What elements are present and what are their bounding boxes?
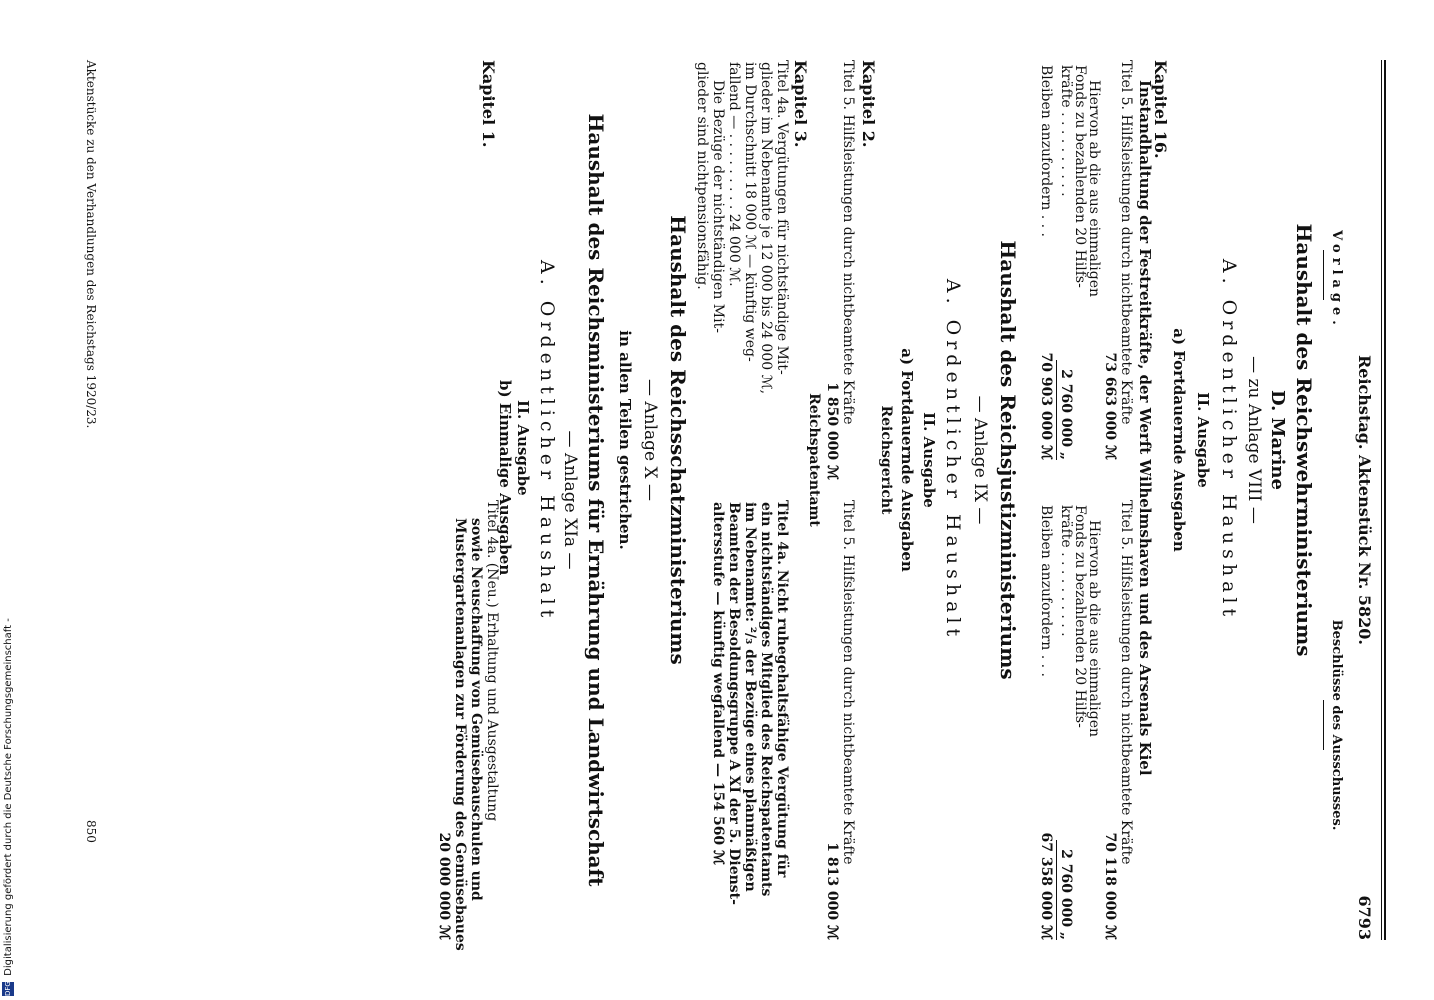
- fortdauernde-heading: a) Fortdauernde Ausgaben: [1170, 328, 1188, 552]
- header-rule: [1384, 60, 1386, 940]
- kap2-left-line: Titel 5. Hilfsleistungen durch nichtbeamtete Kräfte: [840, 60, 856, 425]
- anlage-label: — zu Anlage VIII —: [1244, 356, 1264, 524]
- schatz-gestrichen: in allen Teilen gestrichen.: [616, 330, 634, 550]
- reichsgericht-heading: Reichsgericht: [878, 405, 894, 515]
- section-title-reichswehr: Haushalt des Reichswehrministeriums: [1292, 223, 1316, 657]
- justiz-anlage: — Anlage IX —: [970, 395, 990, 525]
- kapitel-3: Kapitel 3.: [791, 60, 810, 148]
- kap3-right-line1: Titel 4a. Nicht ruhegehaltsfähige Vergütung für: [774, 500, 790, 878]
- kap16-right-value3: 67 358 000 ℳ: [1038, 832, 1054, 940]
- kap3-right-line3: im Nebenamte: ²/₃ der Bezüge eines planmäßigen: [742, 502, 758, 892]
- kap16-left-line3: Fonds zu bezahlenden 20 Hilfs-: [1072, 65, 1088, 288]
- kap1-right-line2: sowie Neuschaffung von Gemüsebauschulen und: [468, 518, 484, 901]
- kapitel-16-subtitle: Instandhaltung der Festreitkräfte, der Werft Wilhelmshaven und des Arsenals Kiel: [1136, 80, 1154, 776]
- ernaehrung-ausgabe-heading: II. Ausgabe: [514, 400, 532, 496]
- kap3-left-line5: Die Bezüge der nichtständigen Mit-: [710, 80, 726, 333]
- kap2-right-line: Titel 5. Hilfsleistungen durch nichtbeamtete Kräfte: [840, 500, 856, 865]
- dfg-credit: [2, 606, 16, 996]
- vorlage-heading: Vorlage.: [1329, 230, 1344, 330]
- justiz-ausgabe-heading: II. Ausgabe: [920, 412, 938, 508]
- ernaehrung-ordentlicher-haushalt: A. Ordentlicher Haushalt: [536, 260, 558, 623]
- page-foot-number: 850: [84, 820, 98, 843]
- kapitel-16: Kapitel 16.: [1151, 60, 1170, 159]
- section-d-marine: D. Marine: [1267, 390, 1288, 490]
- kap3-right-line4: Beamten der Besoldungsgruppe A XI der 5. Dienst-: [726, 502, 742, 905]
- dfg-logo[interactable]: DFG: [4, 981, 12, 996]
- kap3-left-line3: im Durchschnitt 18 000 ℳ — künftig weg-: [742, 62, 758, 362]
- kap16-left-line4: kräfte . . . . . . . . . .: [1058, 65, 1074, 197]
- ernaehrung-einmalige-heading: b) Einmalige Ausgaben: [496, 380, 514, 576]
- section-title-schatz: Haushalt des Reichsschatzministeriums: [666, 215, 690, 665]
- kap1-right-value: 20 000 000 ℳ: [436, 832, 452, 940]
- kap16-left-value2: 2 760 000 „: [1058, 369, 1074, 460]
- kap16-left-line5: Bleiben anzufordern . . .: [1038, 65, 1054, 237]
- kap16-right-line3: Fonds zu bezahlenden 20 Hilfs-: [1072, 505, 1088, 728]
- kap16-left-value1: 73 663 000 ℳ: [1102, 352, 1118, 460]
- section-title-ernaehrung: Haushalt des Reichsministeriums für Ernährung und Landwirtschaft: [584, 113, 608, 887]
- sum-rule: [1056, 840, 1057, 940]
- kap16-right-value2: 2 760 000 „: [1058, 849, 1074, 940]
- kap16-left-value3: 70 903 000 ℳ: [1038, 352, 1054, 460]
- ausgabe-heading: II. Ausgabe: [1194, 392, 1212, 488]
- kap3-left-line4: fallend — . . . . . . . . . 24 000 ℳ.: [726, 62, 742, 287]
- kap1-right-line1: Titel 4a. (Neu.) Erhaltung und Ausgestaltung: [484, 500, 500, 822]
- kap3-left-line1: Titel 4a. Vergütungen für nichtständige Mit-: [774, 60, 790, 375]
- kap16-right-line1: Titel 5. Hilfsleistungen durch nichtbeamtete Kräfte: [1118, 500, 1134, 865]
- schatz-anlage: — Anlage X —: [640, 378, 660, 502]
- kap16-right-line5: Bleiben anzufordern . . .: [1038, 505, 1054, 677]
- kap2-right-value: 1 813 000 ℳ: [824, 842, 840, 940]
- justiz-ordentlicher-haushalt: A. Ordentlicher Haushalt: [942, 278, 964, 642]
- reichspatentamt-heading: Reichspatentamt: [806, 393, 822, 527]
- footnote-aktenstuecke: Aktenstücke zu den Verhandlungen des Reichstags 1920/23.: [84, 60, 98, 429]
- kap16-left-line1: Titel 5. Hilfsleistungen durch nichtbeamtete Kräfte: [1118, 60, 1134, 425]
- kap1-right-line3: Mustergartenanlagen zur Förderung des Gemüsebaues: [452, 518, 468, 951]
- kap16-right-line4: kräfte . . . . . . . . . .: [1058, 505, 1074, 637]
- running-header: Reichstag. Aktenstück Nr. 5820.: [1355, 355, 1374, 645]
- dfg-credit-text: Digitalisierung gefördert durch die Deutsche Forschungsgemeinschaft -: [3, 618, 14, 976]
- header-rule-thin: [1381, 60, 1382, 940]
- kapitel-1: Kapitel 1.: [479, 60, 498, 148]
- kap3-right-line2: ein nichtständiges Mitglied des Reichspatentamts: [758, 502, 774, 897]
- kap3-right-line5: altersstufe — künftig wegfallend — 154 560 ℳ: [710, 502, 726, 866]
- kap3-left-line6: glieder sind nichtpensionsfähig.: [694, 62, 710, 290]
- ernaehrung-anlage: — Anlage XIa —: [560, 430, 580, 570]
- page-number: 6793: [1355, 895, 1374, 940]
- kap3-left-line2: glieder im Nebenamte je 12 000 bis 24 000 ℳ,: [758, 62, 774, 395]
- kap16-right-line2: Hiervon ab die aus einmaligen: [1086, 520, 1102, 738]
- kap16-left-line2: Hiervon ab die aus einmaligen: [1086, 80, 1102, 298]
- rule: [1323, 250, 1324, 300]
- kap16-right-value1: 70 118 000 ℳ: [1102, 832, 1118, 940]
- justiz-fortdauernde-heading: a) Fortdauernde Ausgaben: [898, 348, 916, 572]
- section-title-justiz: Haushalt des Reichsjustizministeriums: [996, 240, 1020, 680]
- kapitel-2: Kapitel 2.: [859, 60, 878, 148]
- ordentlicher-haushalt: A. Ordentlicher Haushalt: [1218, 258, 1240, 622]
- kap2-left-value: 1 850 000 ℳ: [824, 382, 840, 480]
- sum-rule: [1056, 360, 1057, 460]
- rule: [1323, 700, 1324, 750]
- beschluesse-heading: Beschlüsse des Ausschusses.: [1329, 619, 1344, 831]
